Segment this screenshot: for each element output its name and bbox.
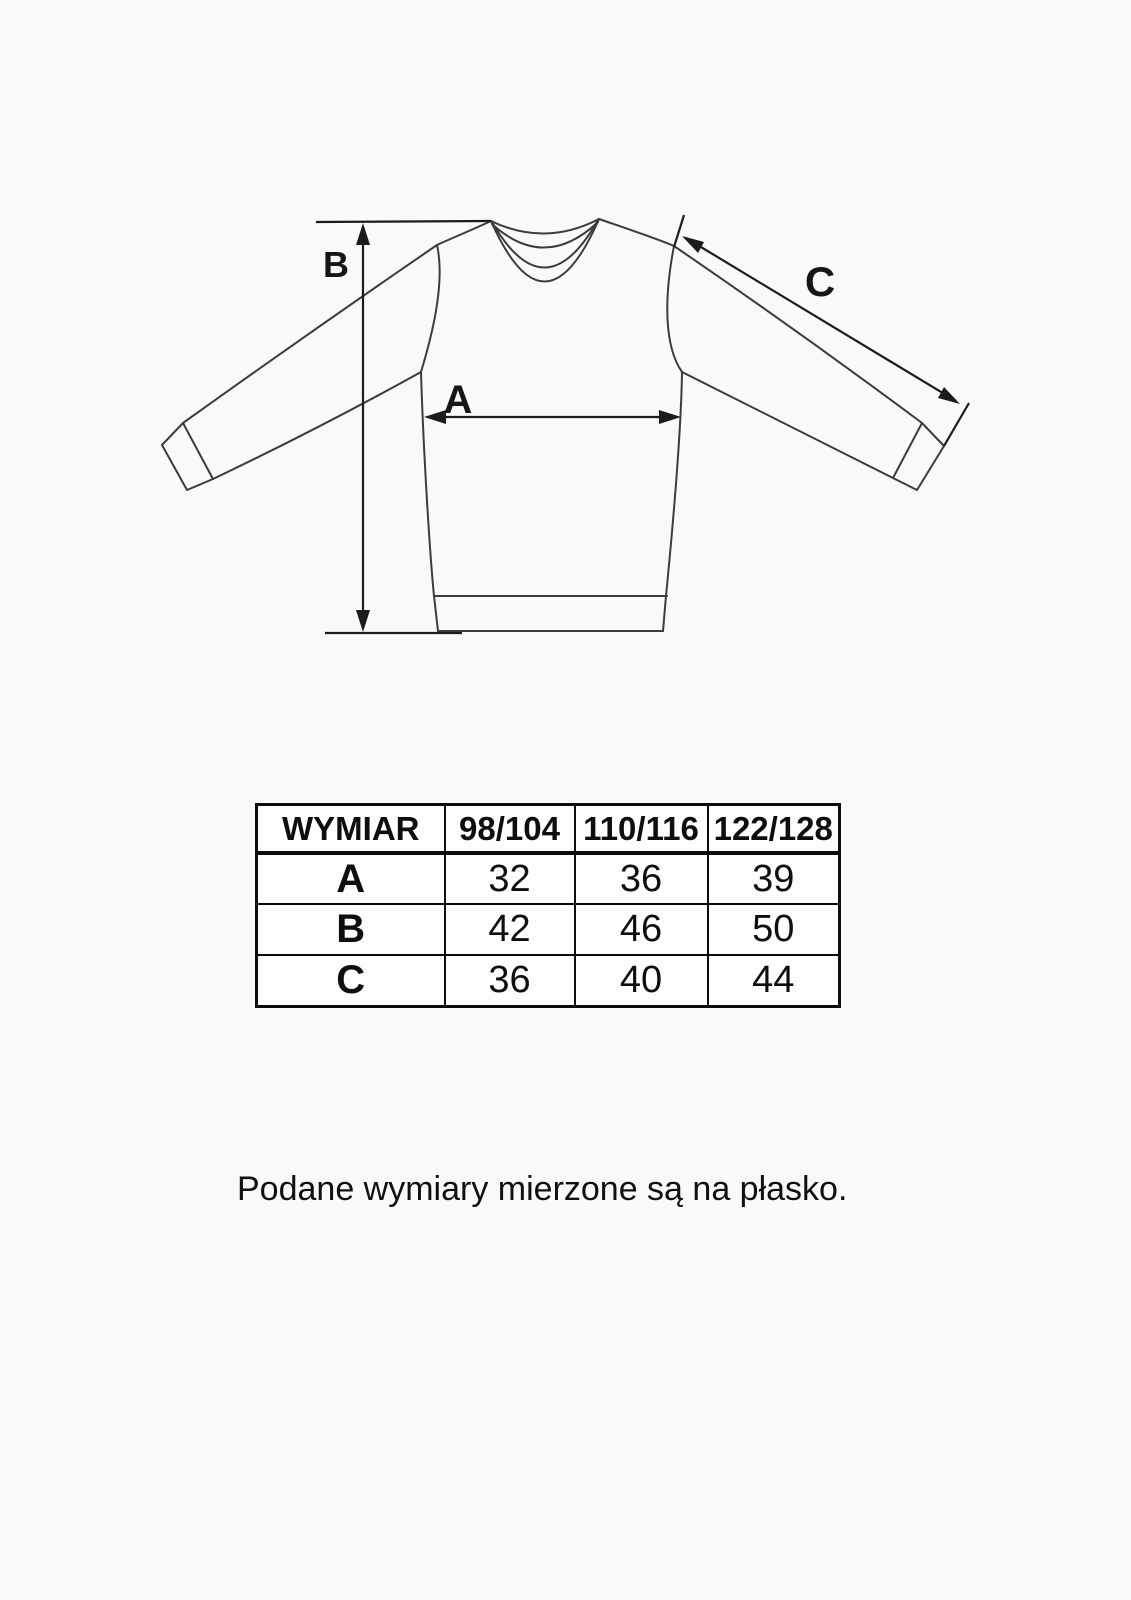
c-end-tick — [944, 403, 969, 446]
a-arrowhead-right — [659, 410, 681, 424]
label-b: B — [323, 244, 349, 285]
collar — [491, 219, 599, 282]
left-armhole-seam — [421, 245, 440, 372]
table-cell: 36 — [445, 955, 575, 1006]
size-table-header-row — [257, 805, 840, 854]
left-body-side — [421, 372, 438, 631]
right-sleeve-bottom-edge — [682, 372, 893, 478]
right-body-side — [663, 372, 682, 631]
table-cell: 40 — [575, 955, 708, 1006]
table-header-cell-size-2: 110/116 — [575, 805, 708, 854]
left-sleeve-bottom-edge — [213, 372, 421, 479]
dimension-a-arrow — [424, 378, 681, 424]
table-row-a — [257, 853, 840, 904]
label-c: C — [804, 258, 836, 305]
table-cell: 46 — [575, 904, 708, 955]
table-cell: 50 — [708, 904, 840, 955]
table-row-c — [257, 955, 840, 1006]
measurement-note: Podane wymiary mierzone są na płasko. — [237, 1170, 848, 1208]
table-row-b — [257, 904, 840, 955]
b-arrowhead-down — [356, 610, 370, 632]
b-extension-line-top — [316, 221, 491, 222]
sweatshirt-diagram — [0, 0, 1131, 760]
table-header-cell-size-3: 122/128 — [708, 805, 840, 854]
row-label-cell: B — [257, 904, 445, 955]
c-arrowhead-end — [938, 387, 960, 404]
label-a: A — [443, 378, 473, 422]
table-cell: 44 — [708, 955, 840, 1006]
right-sleeve-top-edge — [599, 219, 922, 423]
table-cell: 42 — [445, 904, 575, 955]
b-arrowhead-up — [356, 223, 370, 245]
dimension-b-arrow — [316, 221, 491, 633]
size-table — [255, 803, 841, 1008]
table-cell: 36 — [575, 853, 708, 904]
c-start-tick — [674, 215, 684, 247]
right-armhole-seam — [667, 246, 682, 372]
table-cell: 39 — [708, 853, 840, 904]
table-header-cell-wymiar: WYMIAR — [257, 805, 445, 854]
right-cuff — [893, 423, 944, 490]
c-arrowhead-start — [682, 236, 704, 253]
left-cuff — [162, 423, 213, 490]
table-header-cell-size-1: 98/104 — [445, 805, 575, 854]
dimension-c-arrow — [674, 215, 969, 446]
row-label-cell: C — [257, 955, 445, 1006]
table-cell: 32 — [445, 853, 575, 904]
row-label-cell: A — [257, 853, 445, 904]
